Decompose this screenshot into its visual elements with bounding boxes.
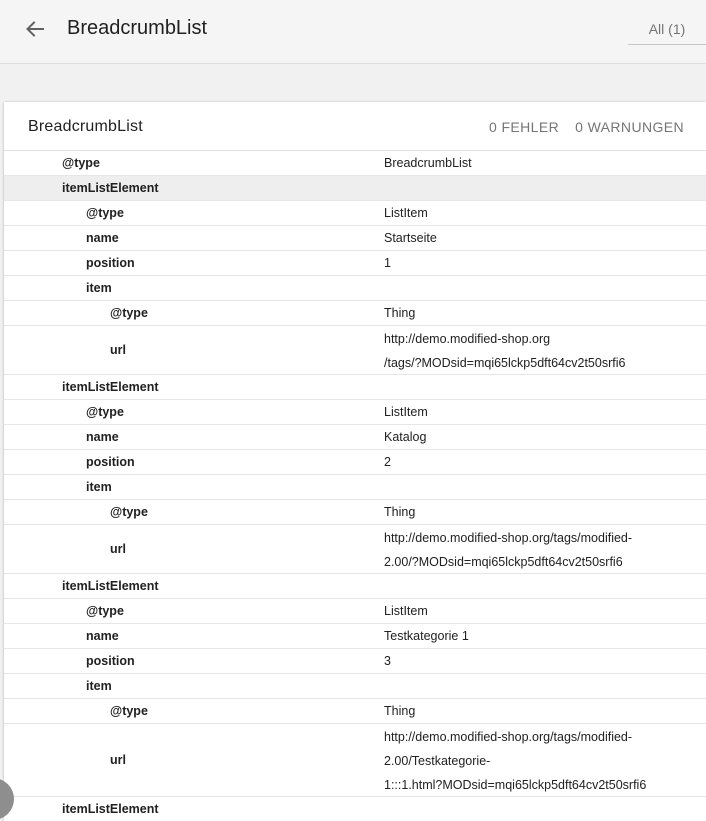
property-key: @type [86, 405, 124, 419]
property-row [4, 400, 706, 425]
property-key: item [86, 480, 112, 494]
property-value-url [384, 326, 684, 374]
property-value: 1 [384, 256, 391, 270]
property-key: @type [110, 704, 148, 718]
property-value: ListItem [384, 405, 428, 419]
url-line: http://demo.modified-shop.org/tags/modified- [384, 531, 633, 545]
property-row [4, 450, 706, 475]
property-row [4, 797, 706, 821]
property-value [384, 375, 684, 399]
top-bar [0, 0, 706, 64]
page-title: BreadcrumbList [67, 17, 208, 39]
property-value [384, 475, 684, 499]
property-key: @type [86, 206, 124, 220]
property-row [4, 500, 706, 525]
url-line: http://demo.modified-shop.org/tags/modified- [384, 730, 633, 744]
warning-count: 0 WARNUNGEN [575, 119, 684, 135]
property-key: url [110, 343, 126, 357]
property-row [4, 301, 706, 326]
property-key: url [110, 753, 126, 767]
property-row [4, 375, 706, 400]
property-value [384, 574, 684, 598]
property-key: name [86, 430, 119, 444]
issue-counts [489, 119, 684, 135]
property-value: Katalog [384, 430, 427, 444]
property-row [4, 624, 706, 649]
property-row [4, 525, 706, 574]
property-value [384, 797, 684, 821]
property-key: name [86, 231, 119, 245]
property-row [4, 201, 706, 226]
property-key: position [86, 455, 135, 469]
property-key: @type [86, 604, 124, 618]
property-row [4, 574, 706, 599]
property-value: ListItem [384, 206, 428, 220]
property-value: Thing [384, 704, 416, 718]
property-value: BreadcrumbList [384, 156, 472, 170]
card-title: BreadcrumbList [28, 118, 143, 135]
property-value: Startseite [384, 231, 437, 245]
property-key: name [86, 629, 119, 643]
back-arrow-icon[interactable] [22, 16, 48, 42]
property-row [4, 176, 706, 201]
property-key: itemListElement [62, 181, 159, 195]
url-line: http://demo.modified-shop.org [384, 332, 551, 346]
property-row [4, 724, 706, 797]
property-row [4, 276, 706, 301]
property-key: @type [110, 306, 148, 320]
property-value [384, 176, 684, 200]
property-table [4, 151, 706, 821]
property-value: Thing [384, 306, 416, 320]
property-key: @type [110, 505, 148, 519]
property-key: position [86, 654, 135, 668]
property-value: Testkategorie 1 [384, 629, 469, 643]
property-row [4, 475, 706, 500]
property-row [4, 674, 706, 699]
property-row [4, 226, 706, 251]
property-key: itemListElement [62, 579, 159, 593]
url-line: /tags/?MODsid=mqi65lckp5dft64cv2t50srfi6 [384, 356, 626, 370]
card-header[interactable] [4, 102, 706, 151]
property-value [384, 276, 684, 300]
property-row [4, 151, 706, 176]
url-line: 2.00/?MODsid=mqi65lckp5dft64cv2t50srfi6 [384, 555, 623, 569]
property-key: item [86, 679, 112, 693]
property-key: itemListElement [62, 380, 159, 394]
property-row [4, 251, 706, 276]
property-row [4, 425, 706, 450]
property-key: @type [62, 156, 100, 170]
property-value: ListItem [384, 604, 428, 618]
property-value [384, 674, 684, 698]
property-value-url [384, 525, 684, 573]
property-value: 2 [384, 455, 391, 469]
error-count: 0 FEHLER [488, 119, 560, 135]
result-card [4, 102, 706, 821]
property-key: url [110, 542, 126, 556]
property-row [4, 599, 706, 624]
url-line: 1:::1.html?MODsid=mqi65lckp5dft64cv2t50srfi6 [384, 778, 647, 792]
url-line: 2.00/Testkategorie- [384, 754, 491, 768]
property-value-url [384, 724, 684, 796]
property-value: 3 [384, 654, 391, 668]
filter-dropdown[interactable]: All (1) [628, 13, 706, 45]
property-key: item [86, 281, 112, 295]
property-row [4, 699, 706, 724]
property-value: Thing [384, 505, 416, 519]
property-row [4, 649, 706, 674]
property-key: itemListElement [62, 802, 159, 816]
property-row [4, 326, 706, 375]
property-key: position [86, 256, 135, 270]
